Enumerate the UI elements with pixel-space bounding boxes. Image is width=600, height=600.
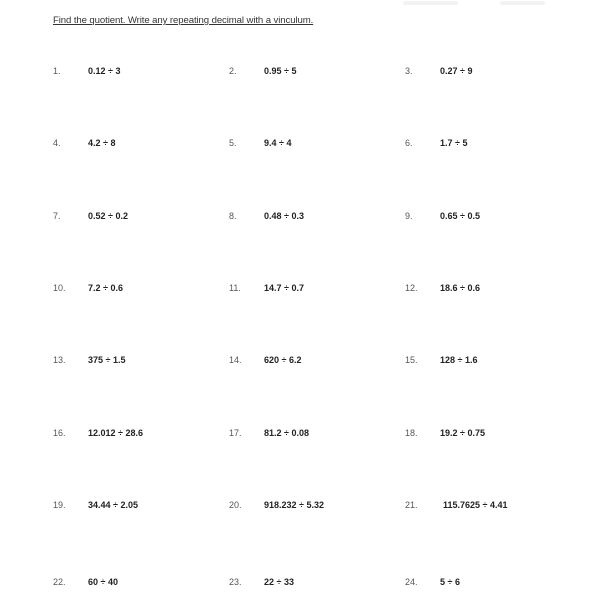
problem-number: 19.: [53, 500, 66, 510]
problem-number: 13.: [53, 355, 66, 365]
problem-number: 2.: [229, 66, 237, 76]
problem-number: 14.: [229, 355, 242, 365]
problem-expression: 0.65 ÷ 0.5: [440, 211, 480, 221]
problem-expression: 22 ÷ 33: [264, 577, 294, 587]
problem-expression: 81.2 ÷ 0.08: [264, 428, 309, 438]
problem-number: 16.: [53, 428, 66, 438]
instructions-heading: Find the quotient. Write any repeating decimal with a vinculum.: [53, 15, 314, 26]
problem-number: 21.: [405, 500, 418, 510]
problem-expression: 0.95 ÷ 5: [264, 66, 297, 76]
problem-expression: 0.27 ÷ 9: [440, 66, 473, 76]
problem-number: 17.: [229, 428, 242, 438]
problem-expression: 9.4 ÷ 4: [264, 138, 292, 148]
problem-number: 8.: [229, 211, 237, 221]
problem-expression: 128 ÷ 1.6: [440, 355, 478, 365]
problem-expression: 375 ÷ 1.5: [88, 355, 126, 365]
problem-number: 23.: [229, 577, 242, 587]
problem-number: 3.: [405, 66, 413, 76]
problem-expression: 12.012 ÷ 28.6: [88, 428, 143, 438]
problem-number: 6.: [405, 138, 413, 148]
problem-number: 10.: [53, 283, 66, 293]
problem-number: 7.: [53, 211, 61, 221]
problem-expression: 0.48 ÷ 0.3: [264, 211, 304, 221]
problem-number: 20.: [229, 500, 242, 510]
faded-header-marks: [395, 0, 595, 8]
problem-expression: 14.7 ÷ 0.7: [264, 283, 304, 293]
problem-expression: 7.2 ÷ 0.6: [88, 283, 123, 293]
problem-expression: 18.6 ÷ 0.6: [440, 283, 480, 293]
problem-expression: 0.12 ÷ 3: [88, 66, 121, 76]
problem-expression: 5 ÷ 6: [440, 577, 460, 587]
faded-mark: [403, 1, 458, 5]
problem-number: 15.: [405, 355, 418, 365]
problem-number: 18.: [405, 428, 418, 438]
problem-expression: 1.7 ÷ 5: [440, 138, 468, 148]
problem-expression: 918.232 ÷ 5.32: [264, 500, 324, 510]
problem-number: 5.: [229, 138, 237, 148]
problem-expression: 620 ÷ 6.2: [264, 355, 302, 365]
problem-expression: 4.2 ÷ 8: [88, 138, 116, 148]
problem-number: 22.: [53, 577, 66, 587]
problem-number: 9.: [405, 211, 413, 221]
problem-expression: 60 ÷ 40: [88, 577, 118, 587]
problem-number: 4.: [53, 138, 61, 148]
problem-number: 11.: [229, 283, 241, 293]
faded-mark: [500, 1, 545, 5]
problem-expression: 115.7625 ÷ 4.41: [443, 500, 508, 510]
problem-number: 1.: [53, 66, 61, 76]
problem-expression: 34.44 ÷ 2.05: [88, 500, 138, 510]
problem-expression: 19.2 ÷ 0.75: [440, 428, 485, 438]
problem-number: 24.: [405, 577, 418, 587]
problem-number: 12.: [405, 283, 418, 293]
problem-expression: 0.52 ÷ 0.2: [88, 211, 128, 221]
